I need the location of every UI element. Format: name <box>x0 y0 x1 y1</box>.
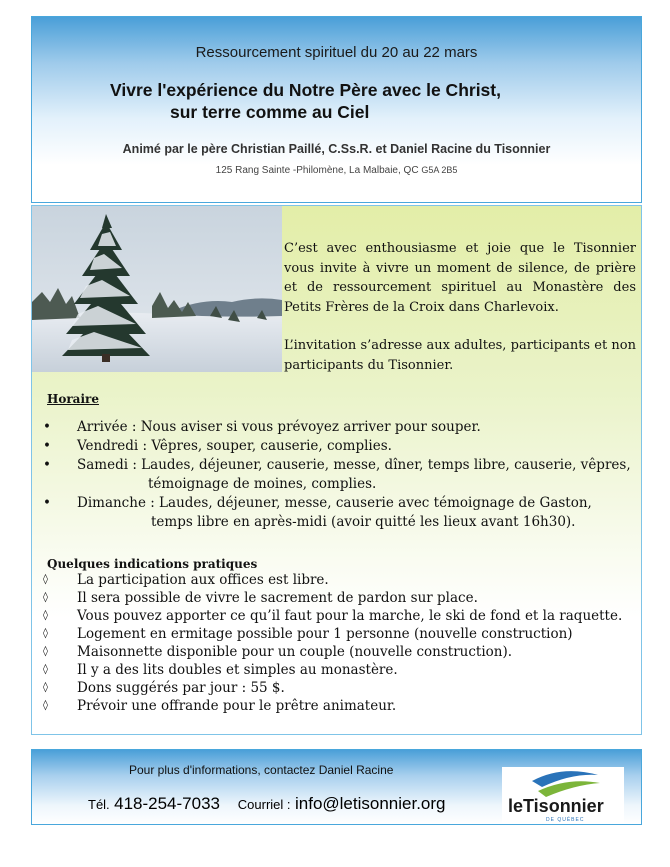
retreat-dates: Ressourcement spirituel du 20 au 22 mars <box>195 44 478 61</box>
intro-paragraph-1: C’est avec enthousiasme et joie que le Tisonnier vous invite à vivre un moment de silence, de prière et de ressourcement spirituel au Monastère des Petits Frères de la Croix dans Charlevoix. <box>284 241 636 315</box>
schedule-continuation: temps libre en après-midi (avoir quitté les lieux avant 16h30). <box>151 514 576 530</box>
animators-line: Animé par le père Christian Paillé, C.Ss.R. et Daniel Racine du Tisonnier <box>122 142 551 156</box>
bullet-icon: • <box>43 457 51 473</box>
intro-paragraph-2: L’invitation s’adresse aux adultes, participants et non participants du Tisonnier. <box>284 338 636 373</box>
diamond-icon: ◊ <box>43 574 48 585</box>
indications-list <box>43 571 633 715</box>
schedule-item <box>43 494 633 513</box>
tisonnier-logo <box>502 767 624 823</box>
diamond-icon: ◊ <box>43 592 48 603</box>
list-item: ◊ Vous pouvez apporter ce qu’il faut pour la marche, le ski de fond et la raquette. <box>43 608 623 624</box>
email-link[interactable]: info@letisonnier.org <box>294 794 446 813</box>
indications-heading: Quelques indications pratiques <box>47 557 258 571</box>
address-line <box>32 165 641 176</box>
list-item: ◊ La participation aux offices est libre. <box>43 572 329 588</box>
schedule-item <box>43 418 633 437</box>
tel-label: Tél. <box>88 797 110 812</box>
phone-number[interactable]: 418-254-7033 <box>114 794 220 813</box>
list-item: ◊ Il y a des lits doubles et simples au monastère. <box>43 662 398 678</box>
page-title <box>110 79 630 123</box>
list-item: ◊ Dons suggérés par jour : 55 $. <box>43 680 285 696</box>
list-item: ◊ Il sera possible de vivre le sacrement de pardon sur place. <box>43 590 478 606</box>
schedule-item <box>43 456 633 475</box>
email-label: Courriel : <box>237 797 291 812</box>
main-content <box>31 205 642 735</box>
svg-text:leTisonnier: leTisonnier <box>508 796 604 816</box>
schedule-list <box>43 418 633 532</box>
diamond-icon: ◊ <box>43 664 48 675</box>
schedule-item <box>43 437 633 456</box>
diamond-icon: ◊ <box>43 682 48 693</box>
schedule-continuation: témoignage de moines, complies. <box>148 476 377 492</box>
title-line-1: Vivre l'expérience du Notre Père avec le Christ, <box>110 80 501 100</box>
schedule-text: Vendredi : Vêpres, souper, causerie, complies. <box>77 438 392 454</box>
diamond-icon: ◊ <box>43 646 48 657</box>
schedule-text: Arrivée : Nous aviser si vous prévoyez arriver pour souper. <box>77 419 481 435</box>
list-item: ◊ Prévoir une offrande pour le prêtre animateur. <box>43 698 397 714</box>
footer-banner <box>31 749 642 825</box>
schedule-heading: Horaire <box>47 392 99 406</box>
bullet-icon: • <box>43 419 51 435</box>
postal-code: G5A 2B5 <box>421 165 458 175</box>
title-line-2: sur terre comme au Ciel <box>170 102 370 122</box>
contact-details <box>88 794 446 814</box>
bullet-icon: • <box>43 495 51 511</box>
bullet-icon: • <box>43 438 51 454</box>
intro-text <box>284 239 636 394</box>
diamond-icon: ◊ <box>43 628 48 639</box>
address: 125 Rang Sainte -Philomène, La Malbaie, QC <box>215 165 419 176</box>
list-item: ◊ Logement en ermitage possible pour 1 personne (nouvelle construction) <box>43 626 573 642</box>
diamond-icon: ◊ <box>43 610 48 621</box>
contact-info: Pour plus d'informations, contactez Daniel Racine <box>129 763 394 777</box>
list-item: ◊ Maisonnette disponible pour un couple (nouvelle construction). <box>43 644 513 660</box>
diamond-icon: ◊ <box>43 700 48 711</box>
schedule-text: Samedi : Laudes, déjeuner, causerie, messe, dîner, temps libre, causerie, vêpres, <box>77 457 631 473</box>
snowy-tree-photo <box>32 206 282 372</box>
header-banner <box>31 16 642 203</box>
svg-text:DE QUÉBEC: DE QUÉBEC <box>546 817 585 823</box>
schedule-text: Dimanche : Laudes, déjeuner, messe, causerie avec témoignage de Gaston, <box>77 495 592 511</box>
